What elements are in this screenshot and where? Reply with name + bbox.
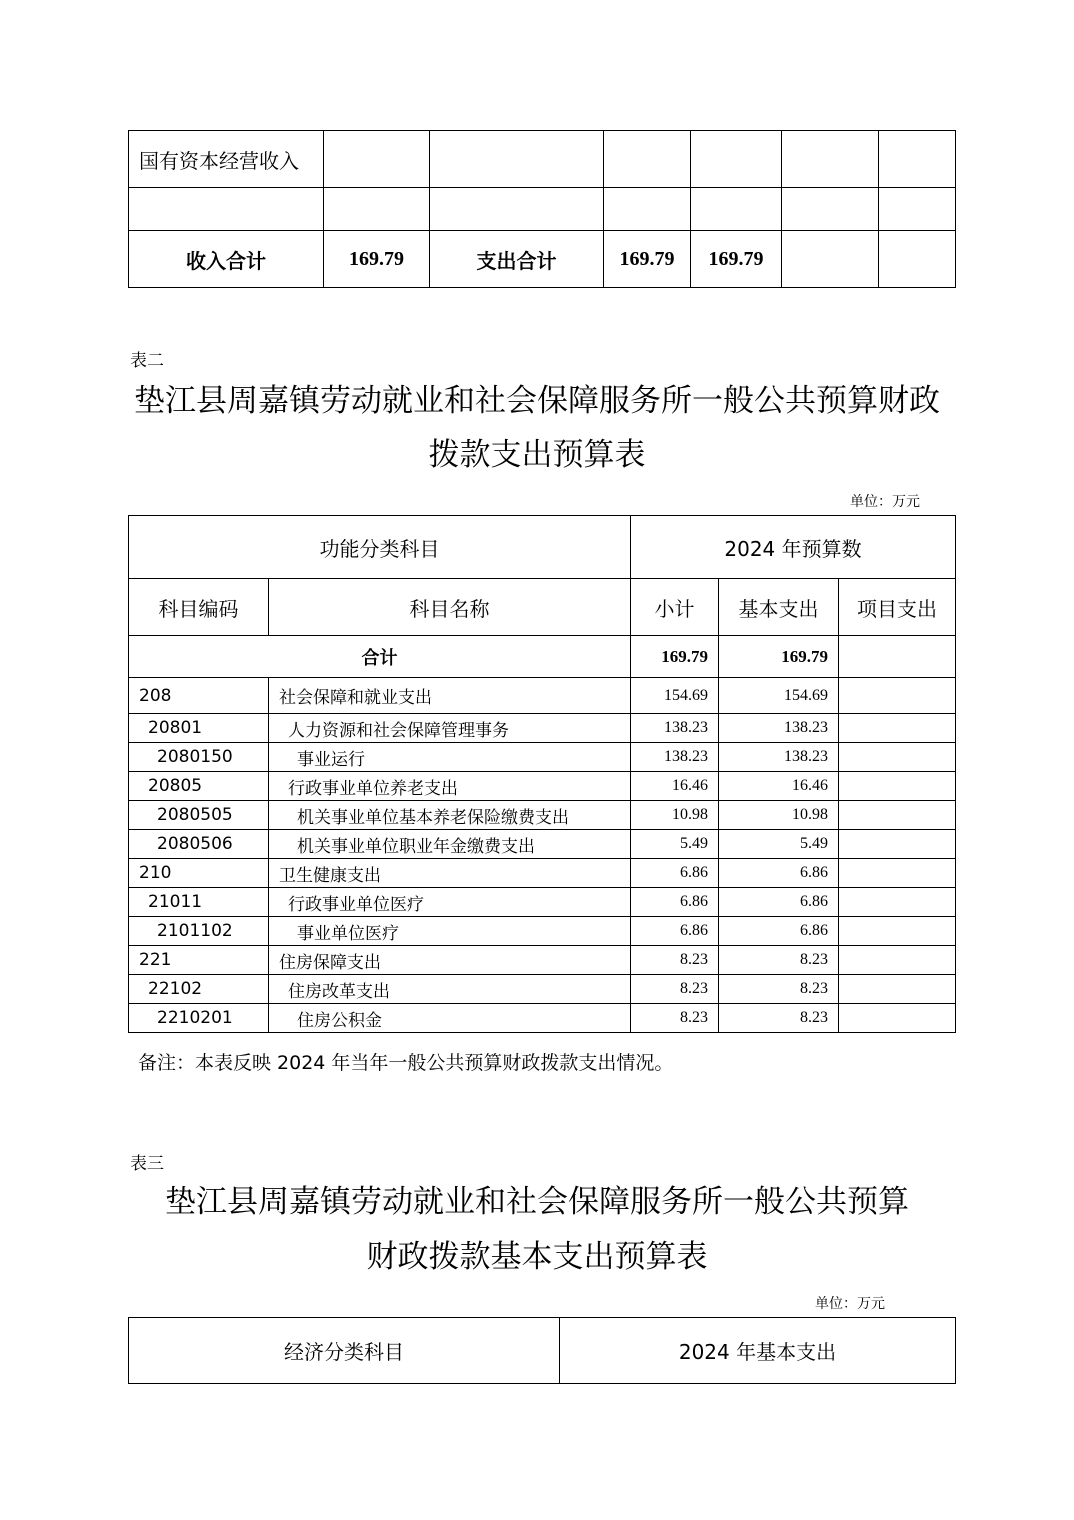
row-project (839, 975, 956, 1004)
row-code: 2080505 (129, 801, 269, 830)
table2-title-line2: 拨款支出预算表 (428, 437, 646, 473)
expense-total-value: 169.79 (604, 231, 691, 288)
total-basic: 169.79 (719, 636, 839, 678)
header-name: 科目名称 (269, 579, 631, 636)
row-code: 2080506 (129, 830, 269, 859)
row-subtotal: 8.23 (631, 975, 719, 1004)
row-name: 行政事业单位医疗 (269, 888, 631, 917)
income-total-value: 169.79 (324, 231, 430, 288)
row-code: 20801 (129, 714, 269, 743)
row-name: 机关事业单位职业年金缴费支出 (269, 830, 631, 859)
row-subtotal: 16.46 (631, 772, 719, 801)
row-code: 21011 (129, 888, 269, 917)
state-capital-income-label: 国有资本经营收入 (129, 131, 324, 188)
row-basic: 138.23 (719, 714, 839, 743)
row-name: 事业运行 (269, 743, 631, 772)
header-functional-classification: 功能分类科目 (129, 516, 631, 579)
table-header-row (129, 516, 956, 579)
row-name: 住房改革支出 (269, 975, 631, 1004)
row-project (839, 1004, 956, 1033)
table-row (129, 743, 956, 772)
row-basic: 6.86 (719, 859, 839, 888)
header-budget-year: 2024 年预算数 (631, 516, 956, 579)
header-code: 科目编码 (129, 579, 269, 636)
table3-unit: 单位：万元 (815, 1297, 885, 1312)
row-project (839, 772, 956, 801)
row-basic: 154.69 (719, 678, 839, 714)
row-subtotal: 5.49 (631, 830, 719, 859)
row-project (839, 801, 956, 830)
row-code: 221 (129, 946, 269, 975)
row-subtotal: 138.23 (631, 743, 719, 772)
table-row (129, 917, 956, 946)
row-subtotal: 8.23 (631, 1004, 719, 1033)
table-header-row (129, 579, 956, 636)
table-row (129, 188, 956, 231)
header-basic: 基本支出 (719, 579, 839, 636)
table2-note: 备注：本表反映 2024 年当年一般公共预算财政拨款支出情况。 (138, 1052, 674, 1074)
table2-title-line1: 垫江县周嘉镇劳动就业和社会保障服务所一般公共预算财政 (134, 383, 940, 419)
general-budget-expenditure-table (128, 515, 956, 1033)
table-row (129, 1004, 956, 1033)
row-project (839, 830, 956, 859)
row-project (839, 946, 956, 975)
row-code: 2080150 (129, 743, 269, 772)
income-total-label: 收入合计 (129, 231, 324, 288)
row-name: 人力资源和社会保障管理事务 (269, 714, 631, 743)
table-row (129, 830, 956, 859)
table-row (129, 772, 956, 801)
row-name: 住房保障支出 (269, 946, 631, 975)
row-code: 208 (129, 678, 269, 714)
table-row (129, 975, 956, 1004)
basic-expenditure-table (128, 1317, 956, 1384)
row-basic: 5.49 (719, 830, 839, 859)
table2-unit: 单位：万元 (850, 495, 920, 510)
row-code: 20805 (129, 772, 269, 801)
table-row (129, 859, 956, 888)
table3-label: 表三 (130, 1154, 164, 1174)
header-basic-expenditure: 2024 年基本支出 (560, 1318, 956, 1384)
header-economic-classification: 经济分类科目 (129, 1318, 560, 1384)
row-name: 机关事业单位基本养老保险缴费支出 (269, 801, 631, 830)
row-project (839, 714, 956, 743)
row-project (839, 917, 956, 946)
total-subtotal: 169.79 (631, 636, 719, 678)
row-subtotal: 10.98 (631, 801, 719, 830)
table-row (129, 888, 956, 917)
total-row (129, 231, 956, 288)
row-project (839, 678, 956, 714)
row-basic: 6.86 (719, 888, 839, 917)
table2-label: 表二 (130, 351, 164, 371)
row-name: 社会保障和就业支出 (269, 678, 631, 714)
row-basic: 10.98 (719, 801, 839, 830)
expense-total-value-basic: 169.79 (691, 231, 782, 288)
table-row (129, 678, 956, 714)
table-row (129, 131, 956, 188)
header-project: 项目支出 (839, 579, 956, 636)
row-basic: 6.86 (719, 917, 839, 946)
table-header-row (129, 1318, 956, 1384)
row-code: 22102 (129, 975, 269, 1004)
row-project (839, 859, 956, 888)
row-subtotal: 6.86 (631, 859, 719, 888)
table3-title-line2: 财政拨款基本支出预算表 (366, 1239, 708, 1275)
row-name: 行政事业单位养老支出 (269, 772, 631, 801)
table3-title-line1: 垫江县周嘉镇劳动就业和社会保障服务所一般公共预算 (165, 1184, 909, 1220)
row-basic: 8.23 (719, 975, 839, 1004)
row-project (839, 743, 956, 772)
table-row (129, 946, 956, 975)
row-basic: 8.23 (719, 1004, 839, 1033)
row-name: 卫生健康支出 (269, 859, 631, 888)
row-subtotal: 154.69 (631, 678, 719, 714)
row-subtotal: 6.86 (631, 888, 719, 917)
row-code: 210 (129, 859, 269, 888)
row-project (839, 888, 956, 917)
row-basic: 16.46 (719, 772, 839, 801)
row-code: 2210201 (129, 1004, 269, 1033)
expense-total-label: 支出合计 (430, 231, 604, 288)
table-row (129, 801, 956, 830)
income-expense-summary-table (128, 130, 956, 288)
row-name: 住房公积金 (269, 1004, 631, 1033)
row-code: 2101102 (129, 917, 269, 946)
row-subtotal: 8.23 (631, 946, 719, 975)
table-row (129, 714, 956, 743)
total-label: 合计 (129, 636, 631, 678)
row-basic: 138.23 (719, 743, 839, 772)
row-name: 事业单位医疗 (269, 917, 631, 946)
header-subtotal: 小计 (631, 579, 719, 636)
row-subtotal: 138.23 (631, 714, 719, 743)
row-subtotal: 6.86 (631, 917, 719, 946)
total-row (129, 636, 956, 678)
row-basic: 8.23 (719, 946, 839, 975)
